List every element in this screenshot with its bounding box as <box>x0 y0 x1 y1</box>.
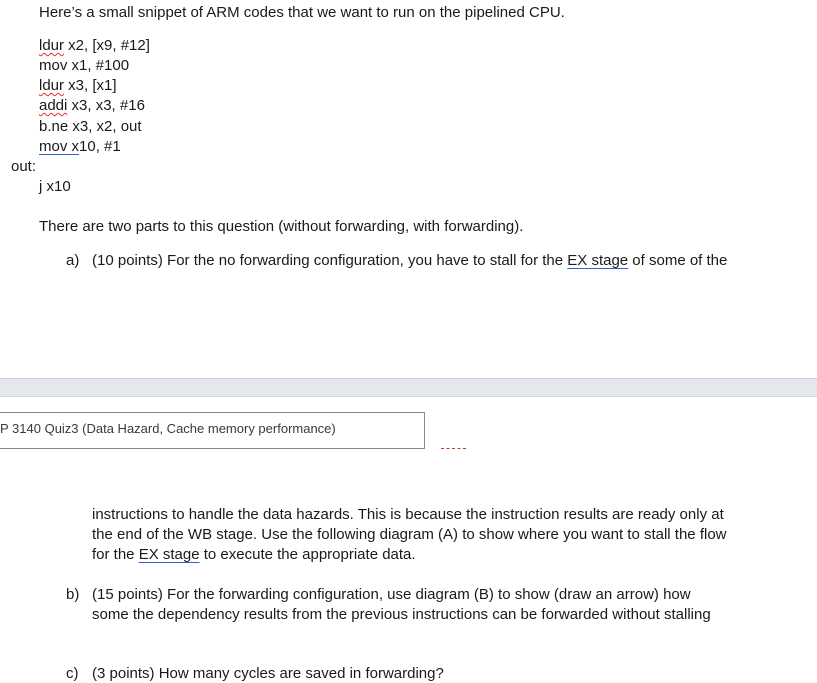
intro-text: Here’s a small snippet of ARM codes that we want to run on the pipelined CPU. <box>39 4 565 21</box>
question-a-line-4 <box>92 546 416 564</box>
question-a-line-1 <box>92 252 727 270</box>
code-line-1-op: ldur <box>39 37 65 54</box>
code-line-7: j x10 <box>39 178 71 195</box>
question-a-marker: a) <box>66 252 80 269</box>
code-line-6 <box>39 138 121 156</box>
code-line-4-args: x3, x3, #16 <box>67 97 145 114</box>
question-a-line-2: instructions to handle the data hazards. This is because the instruction results are ready only at <box>92 506 724 523</box>
question-a-line-1-pre: (10 points) For the no forwarding configuration, you have to stall for the <box>92 252 568 269</box>
question-c-line-1: (3 points) How many cycles are saved in forwarding? <box>92 665 444 682</box>
code-line-5: b.ne x3, x2, out <box>39 118 142 135</box>
code-line-3-args: x3, [x1] <box>64 77 117 94</box>
dashed-mark <box>441 448 466 449</box>
code-line-1 <box>39 37 150 55</box>
question-a-line-1-post: of some of the <box>628 252 728 269</box>
code-line-2: mov x1, #100 <box>39 57 130 74</box>
ex-stage-link-2: EX stage <box>138 546 200 563</box>
code-line-1-args: x2, [x9, #12] <box>64 37 150 54</box>
code-label-out: out: <box>11 158 37 175</box>
question-c-marker: c) <box>66 665 79 682</box>
question-a-line-4-pre: for the <box>92 546 139 563</box>
code-line-4-op: addi <box>39 97 68 114</box>
question-b-marker: b) <box>66 586 80 603</box>
page-break-band <box>0 379 817 396</box>
question-a-line-4-post: to execute the appropriate data. <box>199 546 416 563</box>
parts-text: There are two parts to this question (without forwarding, with forwarding). <box>39 218 524 235</box>
code-line-6-args: 10, #1 <box>79 138 121 155</box>
question-b-line-2: some the dependency results from the previous instructions can be forwarded without stalling <box>92 606 711 623</box>
question-a-line-3: the end of the WB stage. Use the following diagram (A) to show where you want to stall the flow <box>92 526 727 543</box>
page-header-text: P 3140 Quiz3 (Data Hazard, Cache memory performance) <box>0 421 336 436</box>
page-break-border-bottom <box>0 396 817 397</box>
code-line-3 <box>39 77 117 95</box>
code-line-6-op: mov x <box>39 138 80 155</box>
code-line-3-op: ldur <box>39 77 65 94</box>
ex-stage-link-1: EX stage <box>567 252 629 269</box>
question-b-line-1: (15 points) For the forwarding configuration, use diagram (B) to show (draw an arrow) how <box>92 586 691 603</box>
code-line-4 <box>39 97 145 115</box>
